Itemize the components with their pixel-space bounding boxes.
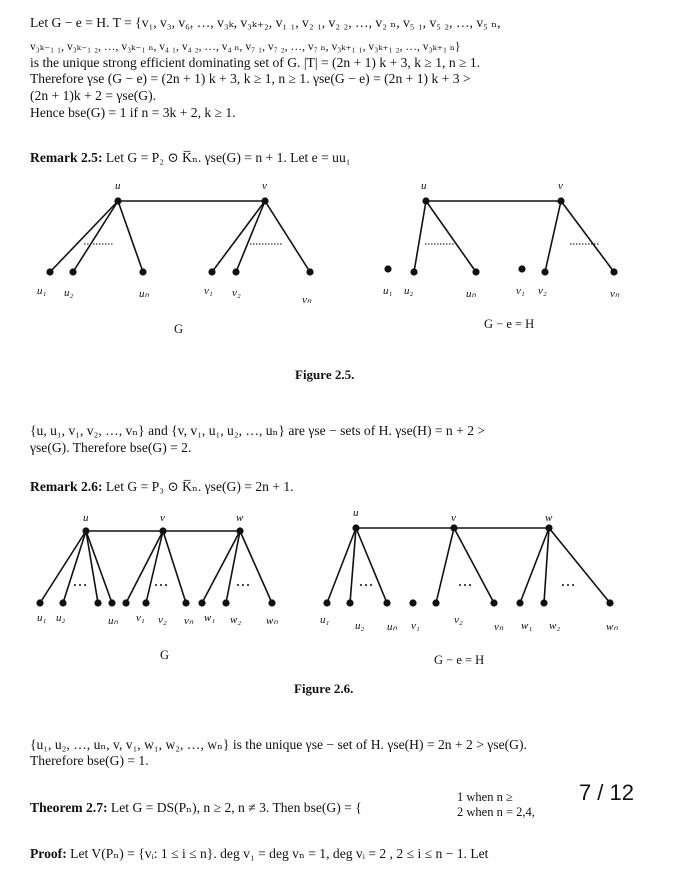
figure-2-5-caption: Figure 2.5. — [295, 367, 355, 382]
figure-2-6-caption: Figure 2.6. — [294, 681, 354, 696]
remark-2-5-heading: Remark 2.5: — [30, 150, 103, 165]
theorem-case-2: 2 when n = 2,4, — [457, 805, 535, 819]
fig2-label-un: uₙ — [108, 615, 118, 627]
fig2-graph-g-label: G — [160, 648, 170, 662]
fig2-h-label-v2: v₂ — [454, 614, 463, 626]
page-indicator: 7 / 12 — [578, 780, 634, 805]
fig2-label-v: v — [160, 512, 165, 524]
fig2-h-label-v1: v₁ — [411, 620, 420, 632]
fig2-h-label-v: v — [451, 512, 456, 524]
para-line-3: is the unique strong efficient dominating set of G. |T| = (2n + 1) k + 3, k ≥ 1, n ≥ 1. — [30, 55, 481, 70]
fig2-label-vn: vₙ — [184, 615, 194, 627]
fig1-label-un: uₙ — [139, 288, 149, 300]
fig2-h-label-w2: w₂ — [549, 620, 561, 632]
fig2-h-label-u: u — [353, 507, 359, 519]
para-h-sets: {u, u₁, v₁, v₂, …, vₙ} and {v, v₁, u₁, u₂, …, uₙ} are γse − sets of H. γse(H) = n + 2 > — [30, 423, 486, 438]
fig2-h-label-w1: w₁ — [521, 620, 533, 632]
fig1-h-label-v1: v₁ — [516, 285, 525, 297]
fig1-label-v: v — [262, 180, 267, 192]
para-line-1: Let G − e = H. T = {v₁, v₃, v₆, …, v₃ₖ, v₃ₖ₊₂, v₁ ₁, v₂ ₁, v₂ ₂, …, v₂ ₙ, v₅ ₁, v₅ ₂, …, v₅ ₙ, — [30, 15, 501, 30]
fig2-label-w: w — [236, 512, 244, 524]
fig2-graph-h-label: G − e = H — [434, 653, 485, 667]
theorem-2-7-body: Let G = DS(Pₙ), n ≥ 2, n ≠ 3. Then bse(G) = { — [107, 800, 362, 815]
proof-body: Let V(Pₙ) = {vᵢ: 1 ≤ i ≤ n}. deg v₁ = deg vₙ = 1, deg vᵢ = 2 , 2 ≤ i ≤ n − 1. Let — [66, 846, 489, 861]
theorem-2-7 — [30, 800, 362, 815]
para-line-2: v₃ₖ₋₁ ₁, v₃ₖ₋₁ ₂, …, v₃ₖ₋₁ ₙ, v₄ ₁, v₄ ₂, …, v₄ ₙ, v₇ ₁, v₇ ₂, …, v₇ ₙ, v₃ₖ₊₁ ₁, v₃ₖ₊₁ ₂, …, v₃ₖ₊₁ ₙ} — [30, 40, 461, 53]
para-line-4: Therefore γse (G − e) = (2n + 1) k + 3, k ≥ 1, n ≥ 1. γse(G − e) = (2n + 1) k + 3 > — [30, 71, 471, 86]
fig2-h-label-wn: wₙ — [606, 621, 618, 633]
remark-2-6-body: Let G = P₃ ⊙ K̅ₙ. γse(G) = 2n + 1. — [102, 479, 294, 494]
para-h-sets-2: γse(G). Therefore bse(G) = 2. — [30, 440, 192, 455]
fig2-h-label-w: w — [545, 512, 553, 524]
theorem-case-1: 1 when n ≥ — [457, 790, 513, 804]
fig1-label-v1: v₁ — [204, 285, 213, 297]
theorem-2-7-heading: Theorem 2.7: — [30, 800, 108, 815]
proof-line — [30, 846, 488, 861]
fig2-label-wn: wₙ — [266, 615, 278, 627]
fig1-h-label-v: v — [558, 180, 563, 192]
fig2-h-label-un: uₙ — [387, 621, 397, 633]
fig1-label-u1: u₁ — [37, 285, 47, 297]
fig2-label-w2: w₂ — [230, 614, 242, 626]
fig2-label-v2: v₂ — [158, 614, 167, 626]
proof-heading: Proof: — [30, 846, 67, 861]
fig1-label-vn: vₙ — [302, 294, 312, 306]
fig1-h-label-u1: u₁ — [383, 285, 393, 297]
para-unique-set-2: Therefore bse(G) = 1. — [30, 753, 149, 768]
fig1-h-label-u2: u₂ — [404, 285, 414, 297]
fig1-label-v2: v₂ — [232, 287, 241, 299]
fig2-label-u2: u₂ — [56, 612, 66, 624]
fig2-h-label-vn: vₙ — [494, 621, 504, 633]
fig1-graph-h-label: G − e = H — [484, 317, 535, 331]
remark-2-6-heading: Remark 2.6: — [30, 479, 103, 494]
fig2-label-w1: w₁ — [204, 612, 216, 624]
fig2-label-u1: u₁ — [37, 612, 47, 624]
fig2-h-label-u1: u₁ — [320, 614, 330, 626]
para-line-6: Hence bse(G) = 1 if n = 3k + 2, k ≥ 1. — [30, 105, 236, 120]
fig1-label-u2: u₂ — [64, 287, 74, 299]
fig2-label-v1: v₁ — [136, 612, 145, 624]
para-unique-set: {u₁, u₂, …, uₙ, v, v₁, w₁, w₂, …, wₙ} is the unique γse − set of H. γse(H) = 2n + 2 > γse(G). — [30, 737, 527, 752]
remark-2-5-body: Let G = P₂ ⊙ K̅ₙ. γse(G) = n + 1. Let e = uu₁ — [102, 150, 351, 165]
fig1-h-label-vn: vₙ — [610, 288, 620, 300]
fig2-label-u: u — [83, 512, 89, 524]
fig2-h-label-u2: u₂ — [355, 620, 365, 632]
para-line-5: (2n + 1)k + 2 = γse(G). — [30, 88, 157, 103]
fig1-h-label-v2: v₂ — [538, 285, 547, 297]
fig1-graph-g-label: G — [174, 322, 184, 336]
fig1-label-u: u — [115, 180, 121, 192]
fig1-h-label-u: u — [421, 180, 427, 192]
fig1-h-label-un: uₙ — [466, 288, 476, 300]
